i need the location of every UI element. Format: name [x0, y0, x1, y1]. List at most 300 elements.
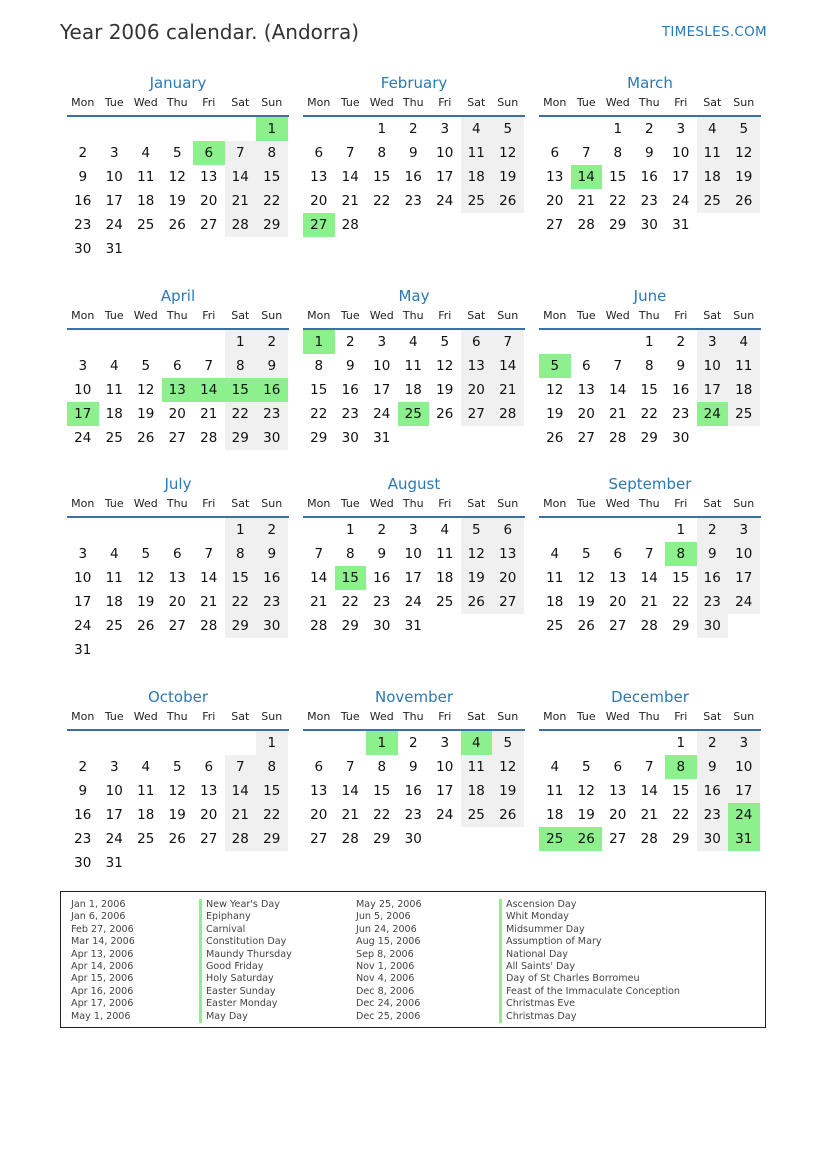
holiday-name: National Day: [499, 949, 680, 961]
day-cell: 16: [256, 378, 288, 402]
empty-cell: [162, 117, 194, 141]
empty-cell: [130, 518, 162, 542]
day-cell: 4: [141, 759, 151, 775]
holiday-date: Dec 24, 2006: [356, 998, 421, 1010]
day-cell: 3: [78, 358, 88, 374]
day-cell: 18: [436, 570, 454, 586]
day-cell: 1: [303, 330, 335, 354]
day-cell: 10: [74, 382, 92, 398]
empty-cell: [162, 731, 194, 755]
weekday-label: Fri: [438, 309, 452, 322]
day-cell: 9: [408, 759, 418, 775]
holiday-date: Dec 8, 2006: [356, 985, 415, 997]
day-cell: 24: [105, 217, 123, 233]
day-cell: 21: [640, 594, 658, 610]
day-cell: 18: [697, 165, 729, 189]
weekday-label: Sun: [261, 710, 283, 723]
empty-cell: [539, 518, 571, 542]
weekday-label: Mon: [71, 710, 95, 723]
day-cell: 9: [697, 542, 729, 566]
day-cell: 2: [78, 145, 88, 161]
empty-cell: [193, 330, 225, 354]
day-cell: 28: [577, 217, 595, 233]
day-cell: 9: [697, 755, 729, 779]
empty-cell: [193, 731, 225, 755]
day-cell: 28: [200, 430, 218, 446]
day-cell: 22: [256, 189, 288, 213]
month-july: [67, 473, 289, 662]
month-name: October: [147, 688, 209, 706]
day-cell: 6: [314, 145, 324, 161]
day-cell: 14: [571, 165, 603, 189]
day-cell: 23: [256, 590, 288, 614]
day-cell: 1: [366, 731, 398, 755]
day-cell: 29: [672, 618, 690, 634]
site-link[interactable]: TIMESLES.COM: [661, 24, 767, 40]
day-cell: 27: [168, 430, 186, 446]
day-cell: 12: [492, 141, 524, 165]
day-cell: 4: [141, 145, 151, 161]
weekday-label: Mon: [543, 710, 567, 723]
day-cell: 5: [172, 145, 182, 161]
empty-cell: [634, 518, 666, 542]
day-cell: 11: [105, 382, 123, 398]
day-cell: 23: [373, 594, 391, 610]
weekday-label: Tue: [104, 710, 124, 723]
day-cell: 5: [141, 358, 151, 374]
day-cell: 5: [440, 334, 450, 350]
day-cell: 26: [492, 803, 524, 827]
weekday-label: Sat: [703, 309, 722, 322]
day-cell: 18: [137, 807, 155, 823]
day-cell: 20: [609, 594, 627, 610]
day-cell: 3: [109, 759, 119, 775]
day-cell: 19: [577, 594, 595, 610]
weekday-label: Wed: [133, 497, 158, 510]
day-cell: 5: [172, 759, 182, 775]
holiday-date: Apr 15, 2006: [71, 973, 134, 985]
weekday-label: Wed: [369, 309, 394, 322]
day-cell: 20: [546, 193, 564, 209]
day-cell: 22: [609, 193, 627, 209]
empty-cell: [303, 117, 335, 141]
day-cell: 18: [461, 165, 493, 189]
weekday-label: Wed: [369, 710, 394, 723]
day-cell: 18: [546, 594, 564, 610]
day-cell: 6: [193, 141, 225, 165]
day-cell: 24: [672, 193, 690, 209]
day-cell: 24: [436, 193, 454, 209]
month-name: April: [160, 287, 196, 305]
day-cell: 13: [310, 169, 328, 185]
empty-cell: [602, 731, 634, 755]
day-cell: 30: [697, 827, 729, 851]
day-cell: 6: [613, 759, 623, 775]
day-cell: 11: [546, 570, 564, 586]
day-cell: 31: [672, 217, 690, 233]
empty-cell: [697, 213, 729, 237]
day-cell: 23: [341, 406, 359, 422]
day-cell: 13: [577, 382, 595, 398]
day-cell: 21: [200, 406, 218, 422]
day-cell: 7: [225, 141, 257, 165]
day-cell: 25: [539, 827, 571, 851]
day-cell: 13: [200, 169, 218, 185]
day-cell: 4: [109, 358, 119, 374]
day-cell: 21: [341, 807, 359, 823]
day-cell: 22: [373, 807, 391, 823]
empty-cell: [130, 330, 162, 354]
empty-cell: [539, 117, 571, 141]
day-cell: 15: [225, 378, 257, 402]
empty-cell: [225, 731, 257, 755]
day-cell: 25: [697, 189, 729, 213]
holiday-name: Good Friday: [199, 961, 292, 973]
day-cell: 23: [640, 193, 658, 209]
day-cell: 14: [492, 354, 524, 378]
weekday-label: Tue: [104, 497, 124, 510]
day-cell: 19: [461, 566, 493, 590]
day-cell: 23: [404, 193, 422, 209]
empty-cell: [130, 851, 162, 875]
day-cell: 2: [676, 334, 686, 350]
day-cell: 24: [728, 590, 760, 614]
empty-cell: [398, 213, 430, 237]
day-cell: 6: [172, 358, 182, 374]
day-cell: 26: [577, 618, 595, 634]
day-cell: 26: [492, 189, 524, 213]
empty-cell: [99, 518, 131, 542]
day-cell: 12: [436, 358, 454, 374]
weekday-label: Tue: [576, 309, 596, 322]
day-cell: 21: [640, 807, 658, 823]
day-cell: 6: [550, 145, 560, 161]
weekday-label: Sun: [733, 96, 755, 109]
day-cell: 21: [577, 193, 595, 209]
month-name: July: [164, 475, 192, 493]
day-cell: 22: [225, 590, 257, 614]
day-cell: 18: [546, 807, 564, 823]
day-cell: 26: [461, 590, 493, 614]
day-cell: 1: [345, 522, 355, 538]
day-grid: [67, 330, 289, 450]
day-cell: 31: [373, 430, 391, 446]
day-grid: [67, 731, 289, 875]
day-grid: [67, 518, 289, 662]
empty-cell: [162, 330, 194, 354]
day-cell: 21: [310, 594, 328, 610]
day-cell: 25: [137, 217, 155, 233]
month-november: [303, 686, 525, 851]
day-cell: 4: [109, 546, 119, 562]
day-cell: 1: [256, 731, 288, 755]
weekday-label: Sun: [733, 710, 755, 723]
holiday-date: Jan 1, 2006: [71, 899, 126, 910]
empty-cell: [225, 237, 257, 261]
empty-cell: [492, 213, 524, 237]
day-cell: 5: [539, 354, 571, 378]
weekday-label: Fri: [202, 309, 216, 322]
day-cell: 8: [314, 358, 324, 374]
weekday-label: Mon: [71, 96, 95, 109]
holiday-date: Apr 17, 2006: [71, 998, 134, 1010]
weekday-label: Thu: [166, 309, 188, 322]
day-cell: 20: [200, 807, 218, 823]
day-cell: 22: [373, 193, 391, 209]
empty-cell: [335, 731, 367, 755]
day-grid: [303, 731, 525, 851]
month-june: [539, 285, 761, 450]
day-cell: 8: [665, 542, 697, 566]
empty-cell: [193, 851, 225, 875]
empty-cell: [130, 638, 162, 662]
empty-cell: [492, 827, 524, 851]
day-cell: 15: [256, 165, 288, 189]
weekday-header: [303, 708, 525, 731]
day-cell: 4: [550, 546, 560, 562]
empty-cell: [429, 614, 461, 638]
empty-cell: [398, 426, 430, 450]
day-cell: 28: [640, 831, 658, 847]
weekday-header: [67, 495, 289, 518]
day-cell: 26: [571, 827, 603, 851]
day-cell: 19: [168, 193, 186, 209]
day-cell: 20: [310, 193, 328, 209]
day-cell: 1: [644, 334, 654, 350]
day-cell: 26: [168, 217, 186, 233]
day-cell: 13: [310, 783, 328, 799]
day-cell: 15: [373, 783, 391, 799]
weekday-label: Sat: [231, 309, 250, 322]
month-name: September: [608, 475, 692, 493]
day-cell: 19: [546, 406, 564, 422]
day-cell: 11: [137, 783, 155, 799]
day-cell: 11: [105, 570, 123, 586]
day-cell: 14: [225, 165, 257, 189]
weekday-label: Mon: [307, 497, 331, 510]
day-cell: 6: [581, 358, 591, 374]
day-cell: 20: [168, 594, 186, 610]
day-cell: 4: [697, 117, 729, 141]
empty-cell: [256, 638, 288, 662]
empty-cell: [492, 614, 524, 638]
day-cell: 2: [697, 518, 729, 542]
empty-cell: [162, 851, 194, 875]
day-cell: 23: [74, 217, 92, 233]
day-cell: 21: [225, 189, 257, 213]
day-cell: 30: [640, 217, 658, 233]
day-cell: 21: [200, 594, 218, 610]
day-cell: 3: [109, 145, 119, 161]
day-cell: 11: [436, 546, 454, 562]
holiday-date: Jun 5, 2006: [356, 911, 411, 923]
weekday-label: Wed: [369, 96, 394, 109]
day-cell: 22: [256, 803, 288, 827]
day-cell: 17: [67, 402, 99, 426]
day-cell: 17: [697, 378, 729, 402]
day-cell: 10: [373, 358, 391, 374]
day-cell: 15: [609, 169, 627, 185]
day-cell: 27: [310, 831, 328, 847]
weekday-label: Mon: [543, 309, 567, 322]
day-cell: 16: [697, 779, 729, 803]
weekday-label: Mon: [307, 96, 331, 109]
weekday-label: Sun: [733, 497, 755, 510]
holiday-dates-col-2: [356, 899, 422, 1023]
weekday-label: Tue: [340, 309, 360, 322]
empty-cell: [571, 117, 603, 141]
holiday-date: Nov 1, 2006: [356, 961, 415, 973]
holiday-name: Epiphany: [199, 911, 292, 923]
day-cell: 10: [697, 354, 729, 378]
day-cell: 31: [105, 855, 123, 871]
day-cell: 15: [310, 382, 328, 398]
day-cell: 18: [404, 382, 422, 398]
day-cell: 29: [256, 827, 288, 851]
day-cell: 2: [78, 759, 88, 775]
day-cell: 22: [341, 594, 359, 610]
day-cell: 4: [728, 330, 760, 354]
weekday-label: Mon: [543, 96, 567, 109]
day-grid: [539, 731, 761, 851]
day-cell: 5: [461, 518, 493, 542]
weekday-label: Sat: [703, 497, 722, 510]
empty-cell: [193, 117, 225, 141]
day-cell: 4: [461, 731, 493, 755]
weekday-label: Thu: [166, 497, 188, 510]
holiday-name: Christmas Eve: [499, 998, 680, 1010]
day-cell: 14: [341, 783, 359, 799]
day-cell: 26: [436, 406, 454, 422]
day-cell: 11: [697, 141, 729, 165]
day-cell: 4: [408, 334, 418, 350]
day-cell: 2: [644, 121, 654, 137]
day-cell: 11: [137, 169, 155, 185]
weekday-label: Sat: [703, 710, 722, 723]
weekday-label: Fri: [438, 497, 452, 510]
holiday-name: Day of St Charles Borromeu: [499, 973, 680, 985]
weekday-label: Wed: [605, 309, 630, 322]
day-cell: 27: [609, 618, 627, 634]
day-cell: 10: [672, 145, 690, 161]
weekday-label: Tue: [340, 96, 360, 109]
day-cell: 13: [492, 542, 524, 566]
weekday-label: Sun: [497, 309, 519, 322]
day-cell: 8: [345, 546, 355, 562]
day-cell: 12: [577, 570, 595, 586]
day-cell: 22: [225, 402, 257, 426]
weekday-label: Wed: [605, 710, 630, 723]
month-august: [303, 473, 525, 638]
day-grid: [303, 117, 525, 237]
day-cell: 9: [644, 145, 654, 161]
day-cell: 30: [697, 614, 729, 638]
day-cell: 15: [225, 566, 257, 590]
month-march: [539, 72, 761, 237]
day-cell: 13: [609, 783, 627, 799]
day-cell: 8: [377, 145, 387, 161]
weekday-label: Mon: [71, 309, 95, 322]
holiday-name: Assumption of Mary: [499, 936, 680, 948]
day-cell: 10: [436, 759, 454, 775]
day-cell: 17: [728, 779, 760, 803]
day-cell: 12: [168, 783, 186, 799]
holiday-name: Christmas Day: [499, 1011, 680, 1023]
day-cell: 16: [697, 566, 729, 590]
day-cell: 2: [377, 522, 387, 538]
holiday-date: Aug 15, 2006: [356, 936, 421, 948]
month-may: [303, 285, 525, 450]
weekday-header: [539, 307, 761, 330]
day-cell: 9: [377, 546, 387, 562]
day-cell: 18: [105, 406, 123, 422]
day-grid: [539, 117, 761, 237]
day-cell: 7: [644, 546, 654, 562]
day-cell: 25: [546, 618, 564, 634]
day-cell: 12: [492, 755, 524, 779]
month-september: [539, 473, 761, 638]
day-cell: 15: [335, 566, 367, 590]
day-cell: 6: [492, 518, 524, 542]
day-cell: 5: [581, 546, 591, 562]
day-grid: [67, 117, 289, 261]
empty-cell: [634, 731, 666, 755]
day-cell: 16: [404, 169, 422, 185]
day-cell: 17: [436, 169, 454, 185]
weekday-label: Thu: [402, 710, 424, 723]
day-cell: 24: [697, 402, 729, 426]
day-cell: 5: [492, 117, 524, 141]
day-cell: 18: [728, 378, 760, 402]
empty-cell: [99, 638, 131, 662]
empty-cell: [162, 518, 194, 542]
day-cell: 13: [546, 169, 564, 185]
weekday-label: Sat: [231, 710, 250, 723]
day-cell: 2: [345, 334, 355, 350]
day-cell: 7: [345, 145, 355, 161]
day-cell: 18: [105, 594, 123, 610]
weekday-label: Mon: [71, 497, 95, 510]
empty-cell: [67, 731, 99, 755]
empty-cell: [303, 518, 335, 542]
day-cell: 11: [461, 755, 493, 779]
day-cell: 7: [492, 330, 524, 354]
month-january: [67, 72, 289, 261]
day-cell: 29: [373, 831, 391, 847]
day-cell: 29: [609, 217, 627, 233]
day-cell: 7: [345, 759, 355, 775]
empty-cell: [130, 237, 162, 261]
day-grid: [539, 518, 761, 638]
day-cell: 7: [613, 358, 623, 374]
month-name: May: [398, 287, 430, 305]
day-cell: 14: [640, 783, 658, 799]
day-cell: 15: [640, 382, 658, 398]
weekday-label: Tue: [340, 710, 360, 723]
holiday-date: Feb 27, 2006: [71, 923, 134, 935]
day-cell: 4: [550, 759, 560, 775]
day-cell: 17: [404, 570, 422, 586]
day-cell: 12: [137, 570, 155, 586]
day-cell: 2: [408, 735, 418, 751]
day-cell: 29: [310, 430, 328, 446]
day-cell: 27: [200, 217, 218, 233]
weekday-label: Wed: [133, 96, 158, 109]
day-cell: 11: [461, 141, 493, 165]
day-cell: 27: [492, 590, 524, 614]
day-cell: 24: [728, 803, 760, 827]
holiday-name: All Saints' Day: [499, 961, 680, 973]
